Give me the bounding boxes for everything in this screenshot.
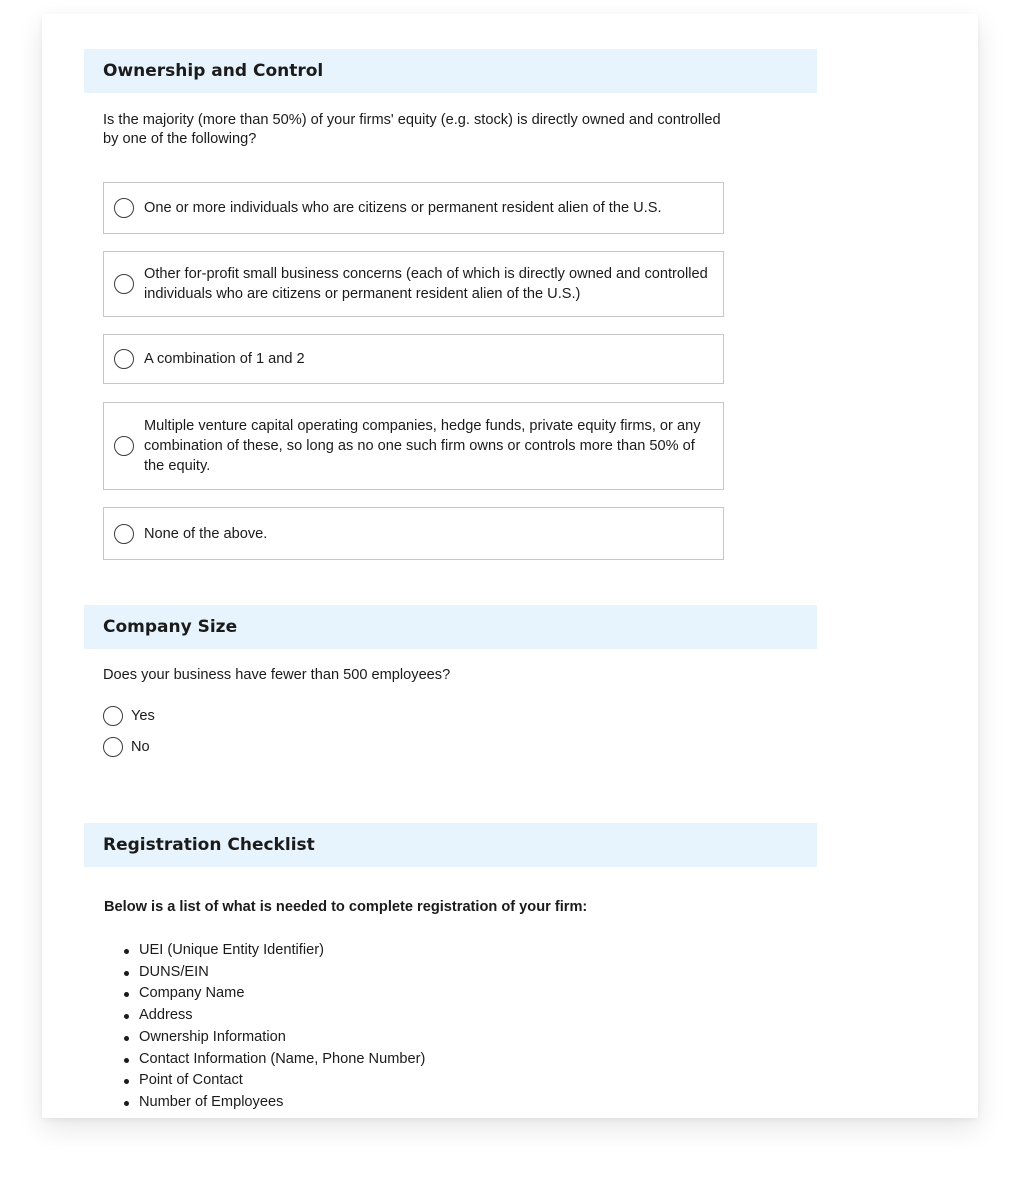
bullet-icon <box>124 1101 129 1106</box>
ownership-option-3-label: A combination of 1 and 2 <box>144 351 305 367</box>
bullet-icon <box>124 1058 129 1063</box>
list-item <box>122 1070 622 1092</box>
list-item <box>122 940 622 962</box>
ownership-option-4[interactable] <box>103 402 724 490</box>
radio-icon[interactable] <box>114 524 134 544</box>
list-item <box>122 1005 622 1027</box>
section-header-company-size <box>84 605 817 649</box>
radio-icon[interactable] <box>114 349 134 369</box>
bullet-icon <box>124 949 129 954</box>
radio-icon[interactable] <box>103 706 123 726</box>
radio-icon[interactable] <box>114 436 134 456</box>
ownership-option-4-label: Multiple venture capital operating companies, hedge funds, private equity firms, or any combination of these, so long as no one such firm owns or controls more than 50% of the equity. <box>144 418 701 474</box>
bullet-icon <box>124 1014 129 1019</box>
form-card <box>42 14 978 1118</box>
radio-icon[interactable] <box>103 737 123 757</box>
checklist-intro: Below is a list of what is needed to complete registration of your firm: <box>104 899 588 915</box>
company-size-option-no[interactable] <box>103 737 150 757</box>
company-size-option-yes[interactable] <box>103 706 155 726</box>
section-header-checklist <box>84 823 817 867</box>
ownership-question: Is the majority (more than 50%) of your firms' equity (e.g. stock) is directly owned and controlled by one of the following? <box>103 112 721 147</box>
list-item-label: Company Name <box>139 985 245 1002</box>
ownership-option-1[interactable] <box>103 182 724 234</box>
checklist-list <box>122 940 622 1114</box>
bullet-icon <box>124 1079 129 1084</box>
section-title-company-size: Company Size <box>103 617 238 637</box>
list-item-label: Address <box>139 1007 193 1024</box>
list-item <box>122 962 622 984</box>
section-header-ownership <box>84 49 817 93</box>
list-item <box>122 1092 622 1114</box>
radio-icon[interactable] <box>114 198 134 218</box>
list-item-label: Contact Information (Name, Phone Number) <box>139 1050 426 1067</box>
list-item <box>122 983 622 1005</box>
ownership-option-2-label: Other for-profit small business concerns (each of which is directly owned and controlled individuals who are citizens or permanent resident alien of the U.S.) <box>144 266 708 302</box>
company-size-option-yes-label: Yes <box>131 708 155 724</box>
list-item-label: Ownership Information <box>139 1028 286 1045</box>
list-item-label: Point of Contact <box>139 1072 243 1089</box>
ownership-option-5-label: None of the above. <box>144 525 268 542</box>
ownership-option-3[interactable] <box>103 334 724 384</box>
ownership-option-5[interactable] <box>103 507 724 560</box>
list-item <box>122 1027 622 1049</box>
ownership-option-1-label: One or more individuals who are citizens or permanent resident alien of the U.S. <box>144 200 662 216</box>
company-size-option-no-label: No <box>131 739 150 755</box>
section-title-ownership: Ownership and Control <box>103 61 324 81</box>
list-item-label: UEI (Unique Entity Identifier) <box>139 942 324 958</box>
list-item-label: DUNS/EIN <box>139 963 209 980</box>
ownership-option-2[interactable] <box>103 251 724 317</box>
bullet-icon <box>124 992 129 997</box>
bullet-icon <box>124 1036 129 1041</box>
list-item-label: Number of Employees <box>139 1093 284 1110</box>
radio-icon[interactable] <box>114 274 134 294</box>
list-item <box>122 1049 622 1071</box>
company-size-question: Does your business have fewer than 500 employees? <box>103 667 451 683</box>
section-title-checklist: Registration Checklist <box>103 835 315 855</box>
bullet-icon <box>124 971 129 976</box>
